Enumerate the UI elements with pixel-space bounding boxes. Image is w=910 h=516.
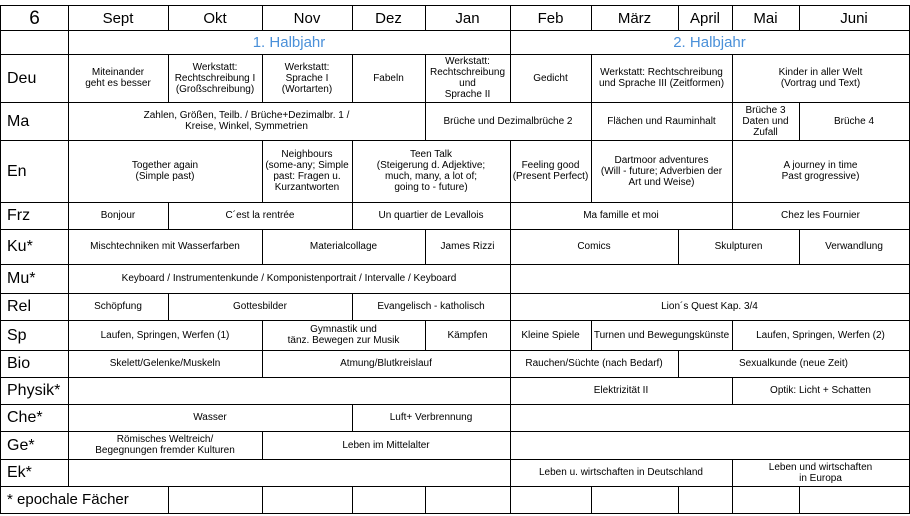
- topic-cell: Flächen und Rauminhalt: [591, 102, 733, 141]
- month-header: Mai: [732, 5, 800, 31]
- topic-cell: Lion´s Quest Kap. 3/4: [510, 293, 910, 321]
- empty-cell: [352, 486, 426, 514]
- subject-label: Ek*: [0, 459, 69, 487]
- topic-cell: Skulpturen: [678, 229, 800, 265]
- subject-label: Deu: [0, 54, 69, 103]
- topic-cell: Werkstatt: Rechtschreibung und Sprache III (Zeitformen): [591, 54, 733, 103]
- month-header: Okt: [168, 5, 263, 31]
- topic-cell: Ma famille et moi: [510, 202, 733, 230]
- topic-cell: Turnen und Bewegungskünste: [591, 320, 733, 351]
- topic-cell: Rauchen/Süchte (nach Bedarf): [510, 350, 679, 378]
- month-header: April: [678, 5, 733, 31]
- topic-cell: Skelett/Gelenke/Muskeln: [68, 350, 263, 378]
- month-header: Jan: [425, 5, 511, 31]
- topic-cell: Wasser: [68, 404, 353, 432]
- topic-cell: Together again (Simple past): [68, 140, 263, 203]
- topic-cell: Brüche und Dezimalbrüche 2: [425, 102, 592, 141]
- topic-cell: Neighbours (some-any; Simple past: Fragen u. Kurzantworten: [262, 140, 353, 203]
- topic-cell: Atmung/Blutkreislauf: [262, 350, 511, 378]
- empty-cell: [510, 431, 910, 460]
- topic-cell: Leben und wirtschaften in Europa: [732, 459, 910, 487]
- empty-cell: [168, 486, 263, 514]
- topic-cell: Verwandlung: [799, 229, 910, 265]
- topic-cell: Brüche 4: [799, 102, 910, 141]
- empty-cell: [510, 264, 910, 294]
- grade-label: 6: [0, 5, 69, 31]
- topic-cell: Bonjour: [68, 202, 169, 230]
- topic-cell: James Rizzi: [425, 229, 511, 265]
- topic-cell: Werkstatt: Sprache I (Wortarten): [262, 54, 353, 103]
- month-header: März: [591, 5, 679, 31]
- topic-cell: Werkstatt: Rechtschreibung I (Großschreibung): [168, 54, 263, 103]
- subject-label: Ma: [0, 102, 69, 141]
- topic-cell: Leben u. wirtschaften in Deutschland: [510, 459, 733, 487]
- topic-cell: Zahlen, Größen, Teilb. / Brüche+Dezimalbr. 1 / Kreise, Winkel, Symmetrien: [68, 102, 426, 141]
- topic-cell: Römisches Weltreich/ Begegnungen fremder Kulturen: [68, 431, 263, 460]
- empty-cell: [68, 459, 511, 487]
- subject-label: Sp: [0, 320, 69, 351]
- subject-label: Physik*: [0, 377, 69, 405]
- topic-cell: Fabeln: [352, 54, 426, 103]
- topic-cell: Werkstatt: Rechtschreibung und Sprache II: [425, 54, 511, 103]
- topic-cell: Comics: [510, 229, 679, 265]
- topic-cell: Materialcollage: [262, 229, 426, 265]
- topic-cell: C´est la rentrée: [168, 202, 353, 230]
- topic-cell: Chez les Fournier: [732, 202, 910, 230]
- subject-label: Frz: [0, 202, 69, 230]
- empty-cell: [262, 486, 353, 514]
- month-header: Feb: [510, 5, 592, 31]
- empty-cell: [510, 486, 592, 514]
- month-header: Juni: [799, 5, 910, 31]
- topic-cell: Schöpfung: [68, 293, 169, 321]
- halbjahr-1-label: 1. Halbjahr: [68, 30, 511, 55]
- topic-cell: Sexualkunde (neue Zeit): [678, 350, 910, 378]
- empty-cell: [425, 486, 511, 514]
- topic-cell: Teen Talk (Steigerung d. Adjektive; much, many, a lot of; going to - future): [352, 140, 511, 203]
- topic-cell: Laufen, Springen, Werfen (1): [68, 320, 263, 351]
- empty-cell: [732, 486, 800, 514]
- empty-cell: [510, 404, 910, 432]
- topic-cell: Mischtechniken mit Wasserfarben: [68, 229, 263, 265]
- topic-cell: A journey in time Past grogressive): [732, 140, 910, 203]
- topic-cell: Gottesbilder: [168, 293, 353, 321]
- subject-label: Ge*: [0, 431, 69, 460]
- topic-cell: Elektrizität II: [510, 377, 733, 405]
- topic-cell: Un quartier de Levallois: [352, 202, 511, 230]
- topic-cell: Gymnastik und tänz. Bewegen zur Musik: [262, 320, 426, 351]
- topic-cell: Feeling good (Present Perfect): [510, 140, 592, 203]
- topic-cell: Laufen, Springen, Werfen (2): [732, 320, 910, 351]
- empty-cell: [678, 486, 733, 514]
- subject-label: Mu*: [0, 264, 69, 294]
- topic-cell: Brüche 3 Daten und Zufall: [732, 102, 800, 141]
- empty-cell: [591, 486, 679, 514]
- halbjahr-2-label: 2. Halbjahr: [510, 30, 910, 55]
- empty-cell: [799, 486, 910, 514]
- topic-cell: Kleine Spiele: [510, 320, 592, 351]
- month-header: Dez: [352, 5, 426, 31]
- topic-cell: Evangelisch - katholisch: [352, 293, 511, 321]
- topic-cell: Luft+ Verbrennung: [352, 404, 511, 432]
- subject-label: Che*: [0, 404, 69, 432]
- halbjahr-blank: [0, 30, 69, 55]
- footnote: * epochale Fächer: [0, 486, 169, 514]
- month-header: Sept: [68, 5, 169, 31]
- subject-label: Rel: [0, 293, 69, 321]
- topic-cell: Gedicht: [510, 54, 592, 103]
- subject-label: Bio: [0, 350, 69, 378]
- subject-label: Ku*: [0, 229, 69, 265]
- topic-cell: Leben im Mittelalter: [262, 431, 511, 460]
- topic-cell: Kämpfen: [425, 320, 511, 351]
- topic-cell: Dartmoor adventures (Will - future; Adverbien der Art und Weise): [591, 140, 733, 203]
- topic-cell: Optik: Licht + Schatten: [732, 377, 910, 405]
- topic-cell: Kinder in aller Welt (Vortrag und Text): [732, 54, 910, 103]
- month-header: Nov: [262, 5, 353, 31]
- empty-cell: [68, 377, 511, 405]
- subject-label: En: [0, 140, 69, 203]
- topic-cell: Miteinander geht es besser: [68, 54, 169, 103]
- topic-cell: Keyboard / Instrumentenkunde / Komponistenportrait / Intervalle / Keyboard: [68, 264, 511, 294]
